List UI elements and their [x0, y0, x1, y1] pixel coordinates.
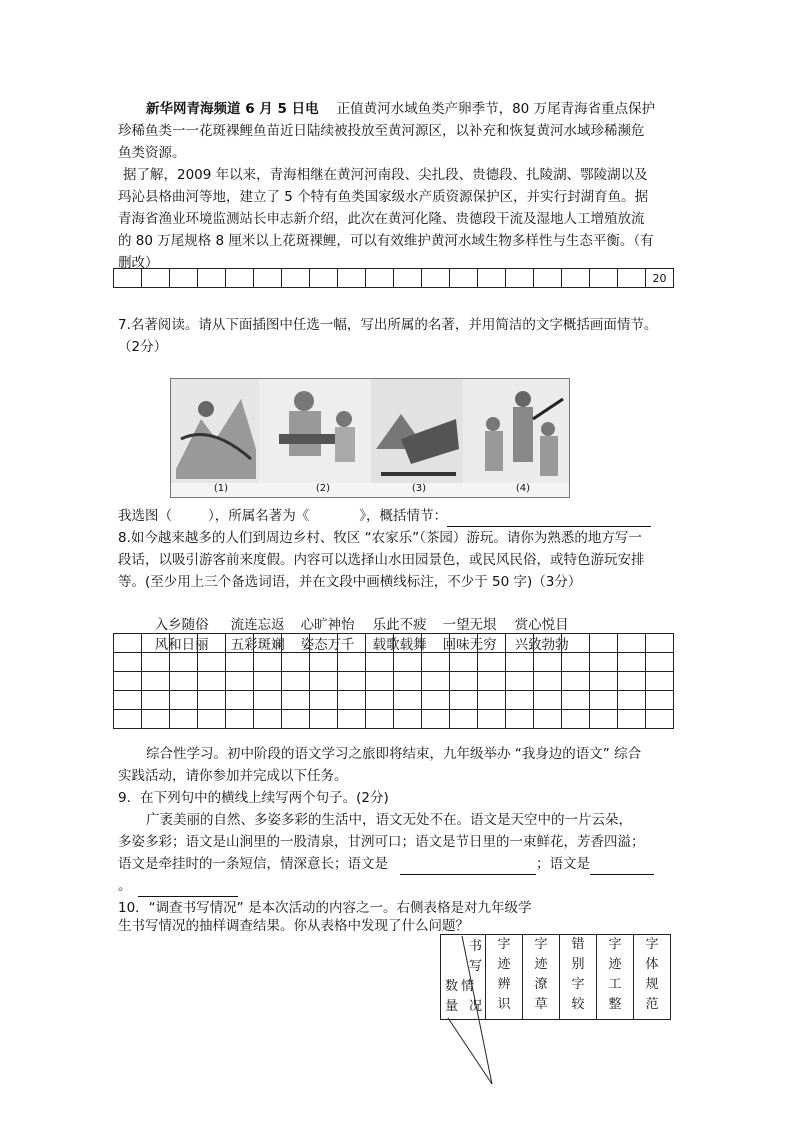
col-char: 整	[608, 997, 622, 1012]
news-line-7: 的 80 万尾规格 8 厘米以上花斑裸鲤，可以有效维护黄河水域生物多样性与生态平衡。（有	[118, 233, 654, 249]
news-line-2: 珍稀鱼类一一花斑裸鲤鱼苗近日陆续被投放至黄河源区，以补充和恢复黄河水域珍稀濒危	[118, 123, 645, 139]
grid-cell[interactable]	[198, 634, 226, 653]
grid-cell[interactable]	[618, 691, 646, 710]
grid-cell[interactable]	[450, 634, 478, 653]
grid-cell[interactable]	[422, 672, 450, 691]
grid-cell[interactable]	[394, 634, 422, 653]
grid-cell[interactable]	[114, 634, 142, 653]
grid-cell[interactable]	[646, 710, 674, 729]
grid-cell[interactable]	[254, 710, 282, 729]
grid-cell[interactable]	[338, 653, 366, 672]
grid-cell[interactable]	[646, 634, 674, 653]
grid-cell[interactable]	[506, 672, 534, 691]
col-char: 较	[571, 997, 585, 1012]
q9-prompt-line-5	[118, 875, 688, 897]
grid-row[interactable]	[114, 672, 674, 691]
grid-cell[interactable]	[366, 710, 394, 729]
news-line-6: 青海省渔业环境监测站长申志新介绍，此次在黄河化隆、贵德段干流及湿地人工增殖放流	[118, 211, 645, 227]
q9-prompt-line-1: 9．在下列句中的横线上续写两个句子。(2分)	[118, 790, 389, 806]
header-label: 情	[461, 979, 475, 994]
grid-cell[interactable]	[450, 691, 478, 710]
illustration-panel-1[interactable]	[171, 379, 260, 483]
col-char: 字	[608, 937, 622, 952]
grid-cell[interactable]	[198, 653, 226, 672]
grid-cell[interactable]	[114, 672, 142, 691]
q7-answer-choose: 我选图（	[118, 508, 172, 524]
grid-cell[interactable]	[394, 691, 422, 710]
grid-cell[interactable]	[562, 691, 590, 710]
grid-cell[interactable]	[562, 710, 590, 729]
news-line-1	[118, 98, 688, 120]
q9-end-mark: 。	[118, 878, 132, 894]
grid-cell[interactable]	[170, 672, 198, 691]
grid-cell[interactable]	[422, 710, 450, 729]
grid-cell[interactable]	[282, 653, 310, 672]
grid-cell[interactable]	[142, 653, 170, 672]
q9-prompt-line-2: 广袤美丽的自然、多姿多彩的生活中，语文无处不在。语文是天空中的一片云朵，	[146, 812, 632, 828]
grid-cell[interactable]	[338, 634, 366, 653]
header-label: 量	[445, 999, 459, 1014]
q10-prompt-line-2: 生书写情况的抽样调查结果。你从表格中发现了什么问题？	[118, 918, 469, 934]
grid-cell[interactable]	[394, 672, 422, 691]
grid-cell[interactable]	[310, 710, 338, 729]
grid-cell[interactable]	[618, 672, 646, 691]
grid-cell[interactable]	[590, 634, 618, 653]
news-text: 正值黄河水域鱼类产卵季节，80 万尾青海省重点保护	[336, 101, 656, 117]
grid-cell[interactable]	[282, 710, 310, 729]
grid-cell[interactable]	[478, 634, 506, 653]
grid-cell[interactable]	[450, 672, 478, 691]
grid-cell[interactable]	[254, 634, 282, 653]
grid-cell[interactable]	[394, 653, 422, 672]
grid-cell[interactable]	[422, 634, 450, 653]
grid-cell[interactable]	[590, 691, 618, 710]
grid-cell[interactable]	[618, 634, 646, 653]
q8-prompt-line-2: 段话，以吸引游客前来度假。内容可以选择山水田园景色，或民风民俗，或特色游玩安排	[118, 552, 645, 568]
grid-cell[interactable]	[338, 691, 366, 710]
grid-cell[interactable]	[198, 710, 226, 729]
grid-cell[interactable]	[366, 653, 394, 672]
grid-cell[interactable]	[646, 691, 674, 710]
grid-row[interactable]	[114, 653, 674, 672]
grid-cell[interactable]	[366, 672, 394, 691]
grid-cell[interactable]	[254, 672, 282, 691]
q9-blank-1[interactable]	[400, 858, 536, 875]
q10-prompt-line-1: 10．“调查书写情况” 是本次活动的内容之一。右侧表格是对九年级学	[118, 900, 532, 916]
diagonal-lines	[440, 934, 500, 1094]
col-char: 草	[534, 997, 548, 1012]
grid-cell[interactable]	[506, 634, 534, 653]
col-char: 规	[645, 977, 659, 992]
grid-cell[interactable]	[114, 710, 142, 729]
grid-cell[interactable]	[366, 634, 394, 653]
grid-cell[interactable]	[618, 653, 646, 672]
grid-cell[interactable]	[114, 653, 142, 672]
q7-plot-blank[interactable]	[447, 510, 651, 527]
grid-cell[interactable]	[114, 691, 142, 710]
grid-cell[interactable]	[646, 672, 674, 691]
grid-cell[interactable]	[534, 653, 562, 672]
survey-column	[597, 935, 634, 1020]
news-line-8: 删改）	[118, 255, 159, 271]
word: 五彩斑斓	[230, 637, 285, 653]
grid-cell[interactable]	[534, 672, 562, 691]
header-label: 写	[469, 959, 483, 974]
q8-writing-grid[interactable]	[113, 633, 674, 729]
illustration-panel-4[interactable]	[463, 379, 569, 483]
grid-cell[interactable]	[590, 653, 618, 672]
col-char: 迹	[497, 957, 511, 972]
illustration-panel-2[interactable]	[259, 379, 372, 483]
q9-sentence-2: ；语文是	[536, 856, 590, 872]
word: 兴致勃勃	[514, 637, 569, 653]
q7-answer-line	[118, 505, 688, 527]
grid-cell[interactable]	[282, 691, 310, 710]
grid-cell[interactable]	[254, 691, 282, 710]
grid-cell[interactable]	[226, 691, 254, 710]
grid-cell[interactable]	[478, 691, 506, 710]
col-char: 辨	[497, 977, 511, 992]
grid-cell[interactable]	[450, 710, 478, 729]
comprehensive-line-1: 综合性学习。初中阶段的语文学习之旅即将结束，九年级举办 “我身边的语文” 综合	[146, 746, 642, 762]
q7-prompt-line-2: （2分）	[118, 339, 168, 355]
grid-cell[interactable]	[562, 634, 590, 653]
grid-cell[interactable]	[618, 710, 646, 729]
grid-cell[interactable]	[198, 672, 226, 691]
grid-cell[interactable]	[310, 691, 338, 710]
news-dateline: 新华网青海频道 6 月 5 日电	[146, 101, 319, 117]
grid-cell[interactable]	[282, 672, 310, 691]
col-char: 潦	[534, 977, 548, 992]
grid-cell[interactable]	[170, 653, 198, 672]
grid-cell[interactable]	[534, 634, 562, 653]
grid-cell[interactable]	[198, 691, 226, 710]
grid-cell[interactable]	[506, 653, 534, 672]
col-char: 字	[571, 977, 585, 992]
news-line-3: 鱼类资源。	[118, 145, 186, 161]
col-char: 字	[497, 937, 511, 952]
q9-blank-2[interactable]	[590, 858, 654, 875]
grid-cell[interactable]	[506, 691, 534, 710]
grid-cell[interactable]	[226, 710, 254, 729]
grid-cell[interactable]	[142, 672, 170, 691]
col-char: 体	[645, 957, 659, 972]
grid-cell[interactable]	[142, 710, 170, 729]
survey-column	[523, 935, 560, 1020]
q7-prompt-line-1: 7.名著阅读。请从下面插图中任选一幅，写出所属的名著，并用简洁的文字概括画面情节。	[118, 317, 658, 333]
news-line-5: 玛沁县格曲河等地，建立了 5 个特有鱼类国家级水产质资源保护区，并实行封湖育鱼。据	[118, 189, 649, 205]
survey-column	[634, 935, 671, 1020]
grid-cell[interactable]	[478, 710, 506, 729]
grid-cell[interactable]	[506, 710, 534, 729]
grid-cell[interactable]	[310, 653, 338, 672]
grid-cell[interactable]	[310, 634, 338, 653]
grid-row[interactable]	[114, 634, 674, 653]
summary-answer-grid[interactable]	[113, 268, 674, 288]
header-label: 况	[469, 999, 483, 1014]
word: 流连忘返	[230, 617, 285, 633]
grid-cell[interactable]	[170, 691, 198, 710]
grid-cell[interactable]	[142, 634, 170, 653]
q9-sentence: 语文是牵挂时的一条短信，情深意长；语文是	[118, 856, 388, 872]
panel-label-2: (2)	[315, 483, 331, 494]
grid-cell[interactable]	[394, 710, 422, 729]
news-line-4: 据了解，2009 年以来，青海相继在黄河河南段、尖扎段、贵德段、扎陵湖、鄂陵湖以及	[123, 167, 648, 183]
q9-prompt-line-3: 多姿多彩；语文是山涧里的一股清泉，甘洌可口；语文是节日里的一束鲜花，芳香四溢；	[118, 834, 645, 850]
grid-cell[interactable]	[170, 710, 198, 729]
grid-cell[interactable]	[646, 653, 674, 672]
grid-cell[interactable]	[142, 691, 170, 710]
grid-cell[interactable]	[226, 634, 254, 653]
q8-prompt-line-1: 8.如今越来越多的人们到周边乡村、牧区 “农家乐”（茶园）游玩。请你为熟悉的地方写一	[118, 530, 642, 546]
grid-cell[interactable]	[254, 653, 282, 672]
word: 赏心悦目	[514, 617, 569, 633]
grid-count-label: 20	[646, 269, 674, 288]
comprehensive-line-2: 实践活动，请你参加并完成以下任务。	[118, 768, 348, 784]
grid-cell[interactable]	[478, 653, 506, 672]
q9-blank-3[interactable]	[138, 880, 238, 897]
grid-cell[interactable]	[422, 691, 450, 710]
grid-cell[interactable]	[562, 672, 590, 691]
q8-prompt-line-3: 等。(至少用上三个备选词语，并在文段中画横线标注，不少于 50 字)（3分）	[118, 574, 582, 590]
grid-cell[interactable]	[338, 672, 366, 691]
novel-illustrations	[170, 378, 570, 498]
word: 心旷神怡	[300, 617, 355, 633]
grid-cell[interactable]	[562, 653, 590, 672]
word: 乐此不疲	[372, 617, 427, 633]
grid-row[interactable]	[114, 691, 674, 710]
col-char: 范	[645, 997, 659, 1012]
q7-answer-plot: 》，概括情节：	[359, 508, 447, 524]
illustration-panel-3[interactable]	[371, 379, 464, 483]
grid-cell[interactable]	[226, 653, 254, 672]
col-char: 字	[645, 937, 659, 952]
col-char: 迹	[534, 957, 548, 972]
word: 入乡随俗	[154, 617, 209, 633]
header-label: 书	[469, 939, 483, 954]
word: 姿态万千	[300, 637, 355, 653]
col-char: 错	[571, 937, 585, 952]
grid-cell[interactable]	[590, 710, 618, 729]
word: 回味无穷	[442, 637, 497, 653]
word: 一望无垠	[442, 617, 497, 633]
col-char: 迹	[608, 957, 622, 972]
col-char: 别	[571, 957, 585, 972]
panel-label-1: (1)	[213, 483, 229, 494]
header-label: 数	[445, 979, 459, 994]
survey-column	[560, 935, 597, 1020]
grid-cell[interactable]	[422, 653, 450, 672]
grid-cell[interactable]	[338, 710, 366, 729]
grid-cell[interactable]	[534, 691, 562, 710]
grid-cell[interactable]	[170, 634, 198, 653]
grid-cell[interactable]	[590, 672, 618, 691]
word: 风和日丽	[154, 637, 209, 653]
grid-cell[interactable]	[310, 672, 338, 691]
word: 载歌载舞	[372, 637, 427, 653]
grid-cell[interactable]	[282, 634, 310, 653]
panel-label-4: (4)	[515, 483, 531, 494]
grid-row[interactable]	[114, 710, 674, 729]
col-char: 字	[534, 937, 548, 952]
grid-cell[interactable]	[450, 653, 478, 672]
panel-label-3: (3)	[411, 483, 427, 494]
col-char: 识	[497, 997, 511, 1012]
q9-prompt-line-4	[118, 853, 688, 875]
q7-answer-book: ），所属名著为《	[208, 508, 310, 524]
col-char: 工	[608, 977, 622, 992]
grid-cell[interactable]	[226, 672, 254, 691]
grid-cell[interactable]	[534, 710, 562, 729]
grid-cell[interactable]	[366, 691, 394, 710]
grid-cell[interactable]	[478, 672, 506, 691]
